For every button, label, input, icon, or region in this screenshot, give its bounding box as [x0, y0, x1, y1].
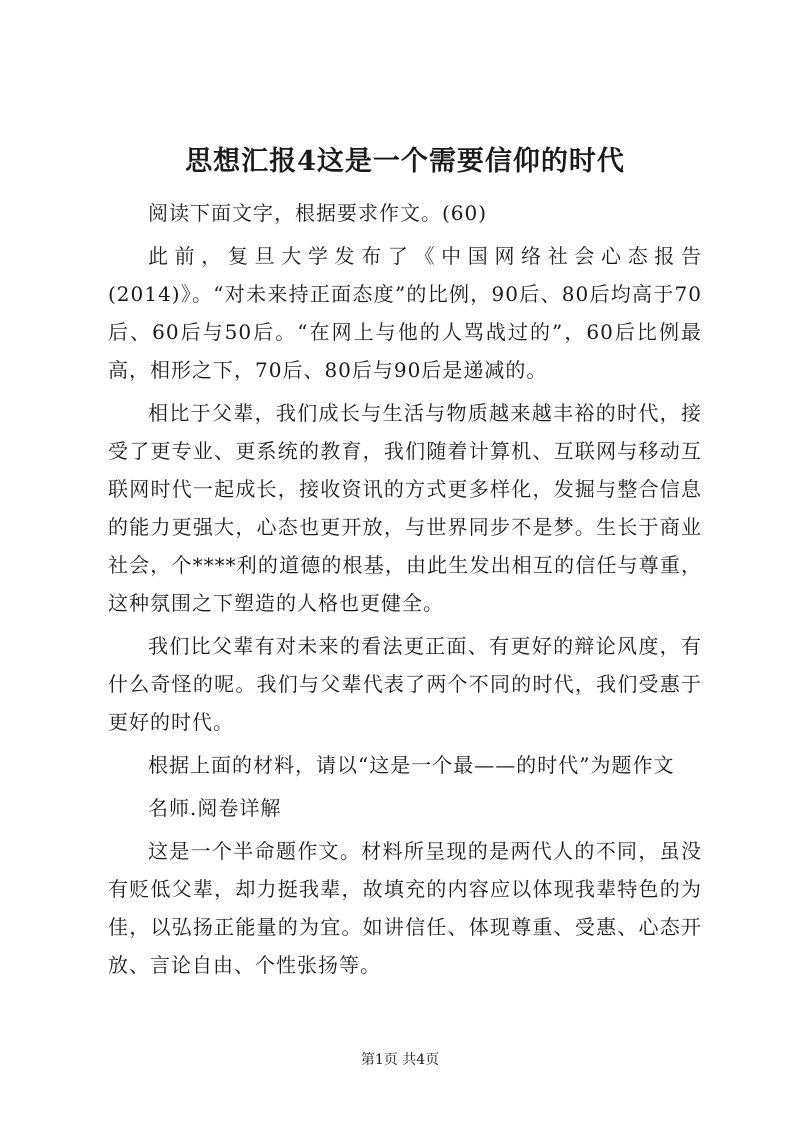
paragraph-report: 此前，复旦大学发布了《中国网络社会心态报告(2014)》。“对未来持正面态度”的比例，90后、80后均高于70后、60后与50后。“在网上与他的人骂战过的”，60后比例最高，相形之下，70后、80后与90后是递减的。 [108, 244, 702, 382]
paragraph-instruction: 阅读下面文字，根据要求作文。(60) [148, 201, 488, 225]
paragraph-prompt: 根据上面的材料，请以“这是一个最——的时代”为题作文 [148, 753, 675, 777]
paragraph-analysis: 这是一个半命题作文。材料所呈现的是两代人的不同，虽没有贬低父辈，却力挺我辈，故填充的内容应以体现我辈特色的为佳，以弘扬正能量的为宜。如讲信任、体现尊重、受惠、心态开放、言论自由、个性张扬等。 [108, 839, 702, 977]
paragraph-subheading: 名师.阅卷详解 [148, 796, 282, 820]
document-title: 思想汇报4这是一个需要信仰的时代 [185, 146, 625, 177]
paragraph-comparison: 相比于父辈，我们成长与生活与物质越来越丰裕的时代，接受了更专业、更系统的教育，我们随着计算机、互联网与移动互联网时代一起成长，接收资讯的方式更多样化，发掘与整合信息的能力更强大，心态也更开放，与世界同步不是梦。生长于商业社会，个****利的道德的根基，由此生发出相互的信任与尊重，这种氛围之下塑造的人格也更健全。 [108, 401, 702, 615]
paragraph-conclusion: 我们比父辈有对未来的看法更正面、有更好的辩论风度，有什么奇怪的呢。我们与父辈代表了两个不同的时代，我们受惠于更好的时代。 [108, 634, 702, 734]
page-footer: 第1页 共4页 [360, 1052, 440, 1068]
